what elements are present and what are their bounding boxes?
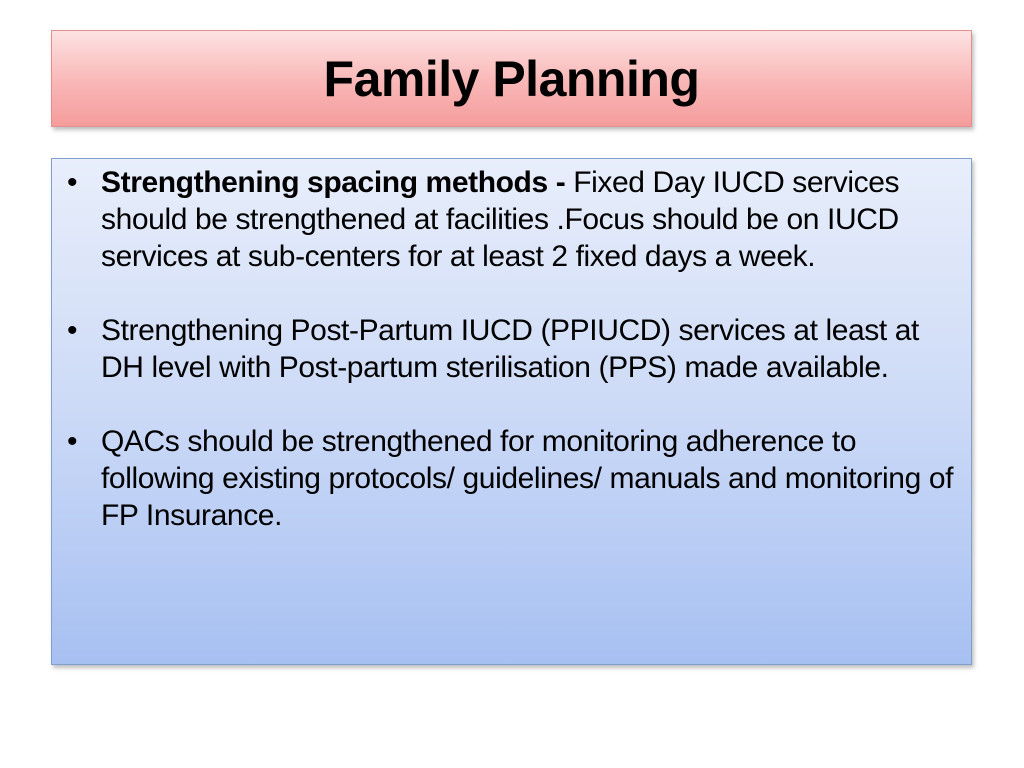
slide-content-box [51,158,972,665]
bullet-item-qacs [52,423,971,534]
bullet-dot-icon: • [66,314,78,347]
bullet-item-spacing-methods [52,164,971,275]
slide-title-banner [51,30,972,127]
bullet-bold-lead: Strengthening spacing methods - [101,166,574,199]
bullet-dot-icon: • [66,166,78,199]
slide-title: Family Planning [323,50,700,107]
bullet-dot-icon: • [66,425,78,458]
bullet-text: Fixed Day IUCD services should be strengthened at facilities .Focus should be on IUCD services at sub-centers for at least 2 fixed days a week. [101,166,900,273]
bullet-text: Strengthening Post-Partum IUCD (PPIUCD) services at least at DH level with Post-partum sterilisation (PPS) made available. [101,314,919,384]
bullet-item-ppiucd [52,312,971,386]
bullet-text: QACs should be strengthened for monitoring adherence to following existing protocols/ guidelines/ manuals and monitoring of FP Insurance. [101,425,954,532]
bullet-list [52,164,971,571]
